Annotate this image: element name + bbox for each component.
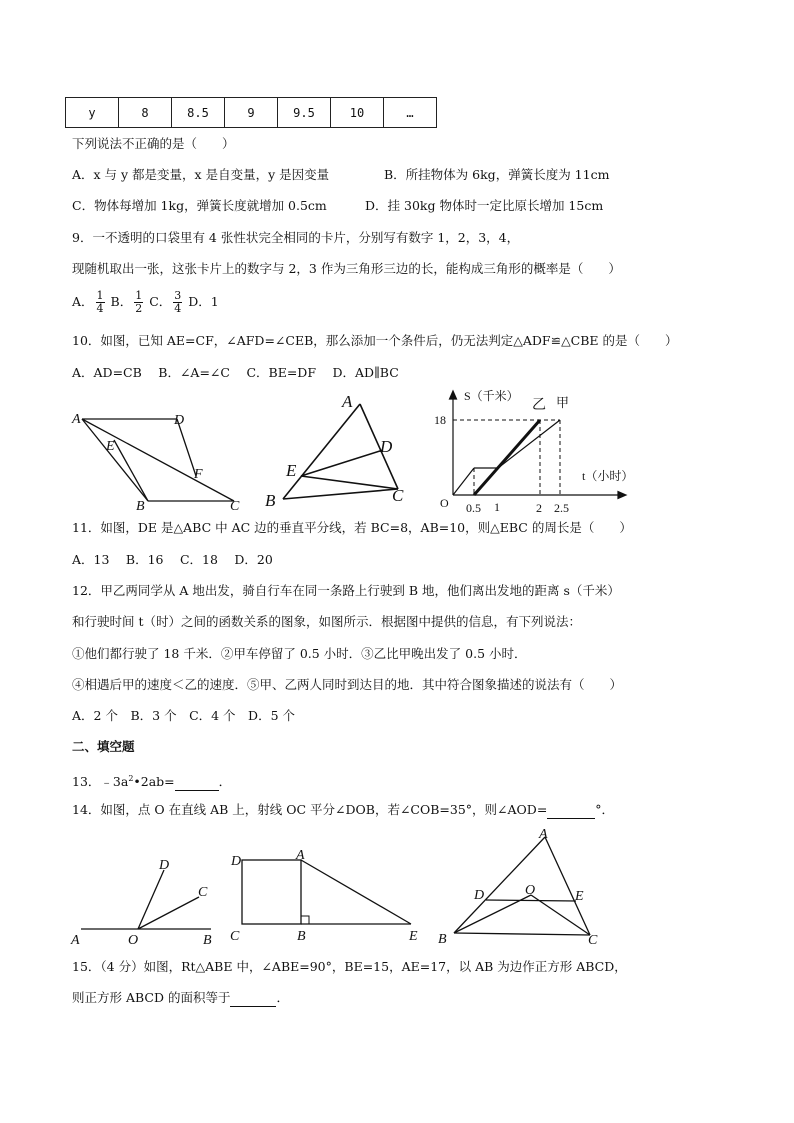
q8-option-a: A．x 与 y 都是变量，x 是自变量，y 是因变量 bbox=[72, 167, 330, 182]
svg-text:B: B bbox=[203, 933, 212, 948]
svg-text:A: A bbox=[342, 392, 353, 411]
svg-text:2: 2 bbox=[536, 501, 542, 515]
q13-text: 13．$﹣3a^2•2ab=$ ． bbox=[72, 774, 232, 790]
table-cell: 9.5 bbox=[278, 98, 331, 128]
fraction: $\frac{3}{4}$ bbox=[174, 289, 182, 315]
q12-options: A．2 个 B．3 个 C．4 个 D．5 个 bbox=[72, 708, 296, 723]
q8-option-c: C．物体每增加 1kg，弹簧长度就增加 0.5cm bbox=[72, 198, 327, 213]
svg-text:0.5: 0.5 bbox=[466, 501, 481, 515]
svg-text:1: 1 bbox=[494, 500, 500, 514]
svg-text:2.5: 2.5 bbox=[554, 501, 569, 515]
svg-text:A: A bbox=[72, 412, 81, 427]
table-cell: 8 bbox=[119, 98, 172, 128]
svg-text:O: O bbox=[440, 496, 449, 510]
answer-blank[interactable] bbox=[547, 802, 595, 819]
figure-quadrilateral bbox=[60, 400, 260, 515]
svg-text:甲: 甲 bbox=[556, 395, 570, 410]
q15-line1: 15．（4 分）如图，Rt△ABE 中，∠ABE=90°，BE=15，AE=17，以 AB 为边作正方形 ABCD， bbox=[72, 959, 627, 974]
q12-line1: 12．甲乙两同学从 A 地出发，骑自行车在同一条路上行驶到 B 地，他们离出发地的距离 s（千米） bbox=[72, 583, 620, 598]
svg-text:B: B bbox=[438, 932, 447, 947]
svg-text:A: A bbox=[539, 827, 548, 842]
q11-options: A．13 B．16 C．18 D．20 bbox=[72, 552, 273, 567]
svg-text:C: C bbox=[230, 499, 240, 514]
svg-text:乙: 乙 bbox=[532, 398, 546, 413]
q9-line2: 现随机取出一张，这张卡片上的数字与 2，3 作为三角形三边的长，能构成三角形的概率是（ ） bbox=[72, 261, 621, 276]
svg-text:D: D bbox=[474, 888, 485, 903]
answer-blank[interactable] bbox=[230, 990, 276, 1007]
table-cell: y bbox=[66, 98, 119, 128]
q10-options: A．AD=CB B．∠A=∠C C．BE=DF D．AD∥BC bbox=[72, 365, 399, 380]
figure-distance-time-graph bbox=[420, 385, 640, 520]
q8-option-d: D．挂 30kg 物体时一定比原长增加 15cm bbox=[365, 198, 604, 213]
svg-text:O: O bbox=[128, 933, 139, 948]
svg-text:B: B bbox=[136, 499, 145, 514]
svg-text:C: C bbox=[392, 486, 404, 505]
svg-text:A: A bbox=[71, 933, 80, 948]
svg-text:D: D bbox=[159, 858, 170, 873]
q10-stem: 10．如图，已知 AE=CF，∠AFD=∠CEB，那么添加一个条件后，仍无法判定△ADF≌△CBE 的是（ ） bbox=[72, 333, 678, 348]
answer-blank[interactable] bbox=[175, 774, 219, 791]
fraction: $\frac{1}{4}$ bbox=[96, 289, 104, 315]
section-heading: 二、填空题 bbox=[72, 739, 135, 754]
svg-text:D: D bbox=[231, 854, 242, 869]
table-row bbox=[66, 98, 437, 128]
q9-options: A． $\frac{1}{4}$ B． $\frac{1}{2}$ C． $\frac{3}{4}$ D．1 bbox=[72, 289, 219, 315]
q14-text: 14．如图，点 O 在直线 AB 上，射线 OC 平分∠DOB，若∠COB=35°，则∠AOD= °． bbox=[72, 802, 615, 817]
q8-stem: 下列说法不正确的是（ ） bbox=[72, 136, 235, 151]
svg-text:C: C bbox=[588, 933, 598, 948]
table-cell: 9 bbox=[225, 98, 278, 128]
q11-stem: 11．如图，DE 是△ABC 中 AC 边的垂直平分线，若 BC=8，AB=10，则△EBC 的周长是（ ） bbox=[72, 520, 632, 535]
q12-line2: 和行驶时间 t（时）之间的函数关系的图象，如图所示．根据图中提供的信息，有下列说法： bbox=[72, 614, 581, 629]
y-axis-label: S（千米） bbox=[464, 389, 519, 403]
svg-text:D: D bbox=[174, 413, 185, 428]
figure-triangle-parallel bbox=[430, 825, 610, 950]
svg-text:C: C bbox=[198, 885, 208, 900]
svg-text:C: C bbox=[230, 929, 240, 944]
svg-text:F: F bbox=[194, 467, 203, 482]
svg-text:D: D bbox=[380, 437, 393, 456]
svg-text:O: O bbox=[525, 883, 536, 898]
table-cell: 8.5 bbox=[172, 98, 225, 128]
fraction: $\frac{1}{2}$ bbox=[135, 289, 143, 315]
x-axis-label: t（小时） bbox=[582, 469, 634, 483]
q8-options-cd bbox=[72, 198, 604, 214]
figure-angle-bisector bbox=[65, 850, 225, 950]
q8-options-ab bbox=[72, 167, 610, 183]
table-cell: 10 bbox=[331, 98, 384, 128]
svg-text:E: E bbox=[575, 889, 584, 904]
svg-text:E: E bbox=[286, 461, 297, 480]
svg-text:A: A bbox=[296, 848, 305, 863]
svg-text:18: 18 bbox=[434, 413, 446, 427]
svg-text:E: E bbox=[106, 439, 115, 454]
q9-line1: 9．一不透明的口袋里有 4 张性状完全相同的卡片，分别写有数字 1，2，3，4， bbox=[72, 230, 520, 245]
svg-text:B: B bbox=[297, 929, 306, 944]
figure-triangle-ed bbox=[260, 390, 420, 515]
q12-line3: ①他们都行驶了 18 千米．②甲车停留了 0.5 小时．③乙比甲晚出发了 0.5 小时． bbox=[72, 646, 527, 661]
value-table bbox=[65, 97, 437, 128]
svg-text:E: E bbox=[409, 929, 418, 944]
q8-option-b: B．所挂物体为 6kg，弹簧长度为 11cm bbox=[384, 167, 610, 182]
figure-square-triangle bbox=[225, 845, 430, 950]
table-cell: … bbox=[384, 98, 437, 128]
q15-line2: 则正方形 ABCD 的面积等于 ． bbox=[72, 990, 289, 1005]
svg-text:B: B bbox=[265, 491, 276, 510]
q12-line4: ④相遇后甲的速度＜乙的速度．⑤甲、乙两人同时到达目的地．其中符合图象描述的说法有（ ） bbox=[72, 677, 623, 692]
